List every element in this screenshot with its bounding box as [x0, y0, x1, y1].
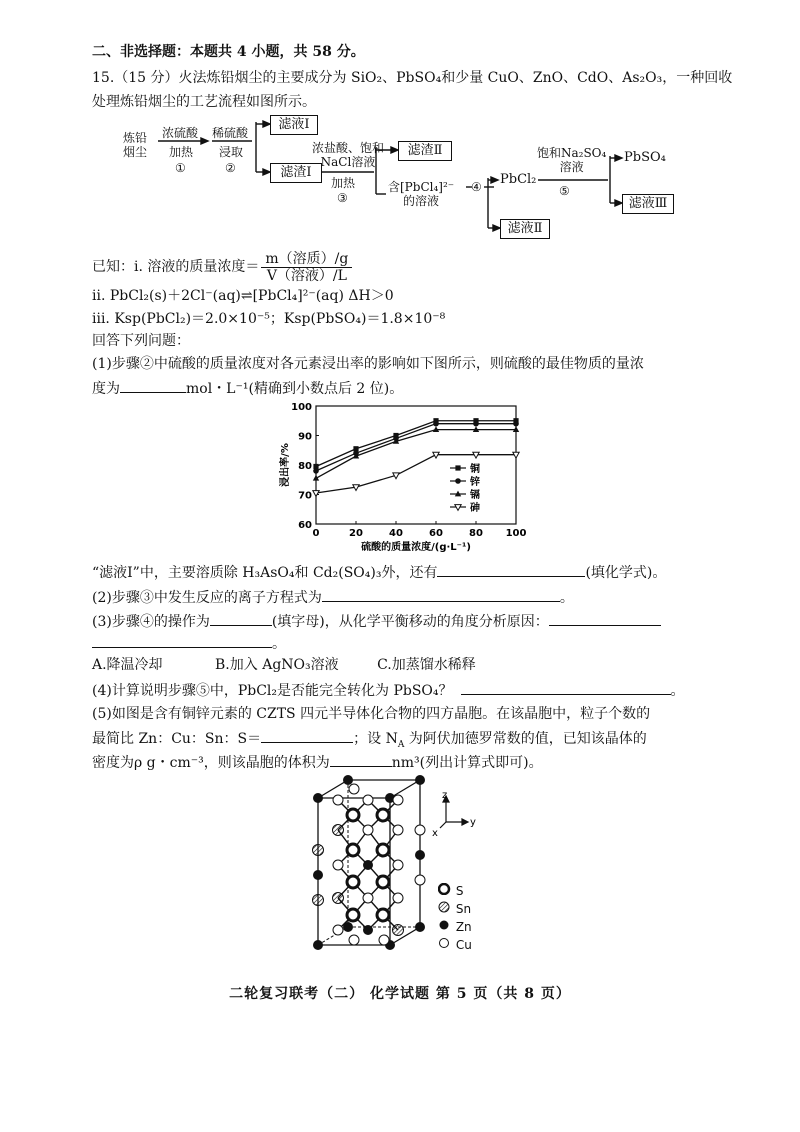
series-line-3: [316, 430, 516, 479]
q1-line2: 度为 mol・L⁻¹(精确到小数点后 2 位)。: [92, 378, 403, 399]
flow-step1-condition: 加热: [169, 145, 194, 159]
answer-blank[interactable]: [322, 587, 560, 602]
flow-solution-label: 含[PbCl₄]²⁻ 的溶液: [388, 180, 455, 208]
q15-intro-line2: 处理炼铅烟尘的工艺流程如图所示。: [92, 94, 316, 110]
x-tick-label: 0: [312, 528, 320, 539]
y-axis-label: 浸出率/%: [280, 443, 291, 487]
atom-cu: [349, 935, 359, 945]
filtrate-3-box: 滤液Ⅲ: [622, 194, 674, 214]
known-label: 已知：ⅰ. 溶液的质量浓度＝: [92, 259, 260, 275]
flow-step5-number: ⑤: [559, 184, 570, 198]
atom-s: [377, 809, 389, 821]
answer-blank[interactable]: [120, 378, 186, 393]
flow-product-label: PbSO₄: [624, 150, 666, 165]
atom-s: [377, 876, 389, 888]
option-b: B.加入 AgNO₃溶液: [215, 657, 339, 673]
atom-s: [347, 809, 359, 821]
series-line-1: [316, 421, 516, 467]
legend-marker-1: [455, 465, 460, 470]
flow-step2-reagent: 稀硫酸: [212, 126, 249, 140]
answer-intro: 回答下列问题：: [92, 333, 190, 349]
axis-y-label: y: [470, 817, 476, 828]
legend-label-2: 锌: [470, 477, 480, 488]
series-2-point: [313, 468, 319, 474]
y-tick-label: 100: [291, 402, 312, 413]
series-2-point: [513, 421, 519, 427]
atom-zn: [363, 925, 373, 935]
atom-zn: [313, 940, 323, 950]
flow-step5-reagent: 饱和Na₂SO₄ 溶液: [537, 146, 607, 174]
atom-s: [377, 909, 389, 921]
residue-2-box: 滤渣Ⅱ: [398, 141, 452, 161]
q4-line: (4)计算说明步骤⑤中，PbCl₂是否能完全转化为 PbSO₄？ 。: [92, 680, 685, 701]
atom-cu: [363, 893, 373, 903]
q2-line: (2)步骤③中发生反应的离子方程式为 。: [92, 587, 574, 608]
x-tick-label: 100: [505, 528, 527, 539]
atom-cu: [393, 860, 403, 870]
q5-line2: 最简比 Zn：Cu：Sn：S＝ ；设 $N_A$ 为阿伏加德罗常数的值，已知该晶体的: [92, 728, 647, 755]
x-axis-label: 硫酸的质量浓度/(g·L⁻¹): [361, 542, 471, 553]
legend-sn: Sn: [438, 900, 472, 918]
flow-step2-number: ②: [225, 161, 236, 175]
flow-step1-reagent: 浓硫酸: [162, 126, 199, 140]
atom-zn: [415, 922, 425, 932]
flow-arrows: [0, 0, 800, 250]
q3-options: [92, 655, 476, 675]
mass-concentration-fraction: [261, 251, 352, 284]
q3-line2: 。: [92, 633, 286, 654]
flow-step3-reagent: 浓盐酸、饱和 NaCl溶液: [312, 141, 385, 169]
series-2-point: [473, 421, 479, 427]
crystal-legend: [438, 882, 472, 954]
legend-cu: Cu: [438, 936, 472, 954]
atom-cu: [333, 795, 343, 805]
answer-blank[interactable]: [330, 752, 392, 767]
q5-line1: (5)如图是含有铜锌元素的 CZTS 四元半导体化合物的四方晶胞。在该晶胞中，粒子个数的: [92, 706, 651, 722]
legend-label-3: 镉: [470, 490, 480, 501]
atom-cu: [333, 860, 343, 870]
atom-cu: [393, 893, 403, 903]
filtrate-2-box: 滤液Ⅱ: [500, 219, 550, 239]
atom-cu: [349, 784, 359, 794]
y-tick-label: 90: [298, 431, 312, 443]
answer-blank[interactable]: [261, 728, 353, 743]
atom-s: [347, 909, 359, 921]
atom-cu: [363, 795, 373, 805]
atom-sn: [313, 845, 324, 856]
known-condition-3: ⅲ. Ksp(PbCl₂)＝2.0×10⁻⁵；Ksp(PbSO₄)＝1.8×10⁻⁸: [92, 311, 446, 327]
q5-line3: 密度为ρ g・cm⁻³，则该晶胞的体积为 nm³(列出计算式即可)。: [92, 752, 543, 773]
section-heading: 二、非选择题：本题共 4 小题，共 58 分。: [92, 44, 365, 60]
q1-line1: (1)步骤②中硫酸的质量浓度对各元素浸出率的影响如下图所示，则硫酸的最佳物质的量浓: [92, 356, 644, 372]
legend-s: S: [438, 882, 472, 900]
series-4-point: [313, 491, 319, 497]
flow-raw-material: 炼铅 烟尘: [123, 131, 148, 159]
atom-cu: [393, 825, 403, 835]
atom-s: [377, 844, 389, 856]
filtrate-1-box: 滤液Ⅰ: [270, 115, 318, 135]
atom-zn: [415, 775, 425, 785]
q3-line: (3)步骤④的操作为 (填字母)，从化学平衡移动的角度分析原因：: [92, 611, 661, 632]
page-footer: 二轮复习联考（二） 化学试题 第 5 页（共 8 页）: [229, 986, 571, 1002]
flow-step3-number: ③: [337, 191, 348, 205]
atom-sn: [313, 895, 324, 906]
atom-sn: [393, 925, 404, 936]
q15-intro-line1: 15.（15 分）火法炼铅烟尘的主要成分为 SiO₂、PbSO₄和少量 CuO、ZnO、CdO、As₂O₃，一种回收: [92, 70, 733, 86]
flow-step3-condition: 加热: [331, 176, 356, 190]
atom-zn: [313, 793, 323, 803]
series-line-4: [316, 455, 516, 493]
option-a: A.降温冷却: [92, 657, 163, 673]
known-condition-1: [92, 250, 354, 286]
fraction-numerator: m（溶质）/g: [261, 251, 352, 268]
axis-x-label: x: [432, 828, 438, 839]
atom-s: [347, 876, 359, 888]
atom-cu: [415, 825, 425, 835]
q1-line3: “滤液Ⅰ”中，主要溶质除 H₃AsO₄和 Cd₂(SO₄)₃外，还有 (填化学式)。: [92, 562, 666, 583]
legend-label-1: 铜: [470, 464, 480, 475]
fraction-denominator: V（溶液）/L: [266, 267, 347, 284]
flow-step2-condition: 浸取: [219, 145, 244, 159]
atom-zn: [363, 860, 373, 870]
answer-blank[interactable]: [92, 633, 272, 648]
y-tick-label: 80: [298, 461, 312, 472]
atom-zn: [343, 775, 353, 785]
x-tick-label: 20: [349, 528, 363, 539]
legend-marker-2: [455, 478, 461, 484]
atom-zn: [313, 870, 323, 880]
y-tick-label: 60: [298, 520, 312, 531]
x-tick-label: 40: [389, 528, 403, 539]
atom-cu: [415, 875, 425, 885]
axes-indicator: [428, 790, 488, 840]
axis-z-label: z: [442, 790, 448, 801]
flow-pbcl2-label: PbCl₂: [500, 172, 537, 187]
atom-zn: [343, 922, 353, 932]
answer-blank[interactable]: [437, 562, 585, 577]
atom-cu: [363, 825, 373, 835]
atom-zn: [415, 850, 425, 860]
atom-cu: [393, 795, 403, 805]
answer-blank[interactable]: [549, 611, 661, 626]
leaching-rate-chart: [270, 396, 530, 556]
residue-1-box: 滤渣Ⅰ: [270, 163, 322, 183]
atom-sn: [333, 825, 344, 836]
legend-zn: Zn: [438, 918, 472, 936]
atom-sn: [333, 893, 344, 904]
answer-blank[interactable]: [210, 611, 272, 626]
flow-step1-number: ①: [175, 161, 186, 175]
series-2-point: [433, 421, 439, 427]
x-tick-label: 80: [469, 528, 483, 539]
x-tick-label: 60: [429, 528, 443, 539]
answer-blank[interactable]: [461, 680, 671, 695]
atom-cu: [333, 925, 343, 935]
series-line-2: [316, 424, 516, 471]
legend-label-4: 砷: [470, 503, 480, 514]
flow-step4-number: ④: [471, 180, 482, 194]
atom-cu: [379, 935, 389, 945]
option-c: C.加蒸馏水稀释: [377, 657, 476, 673]
y-tick-label: 70: [298, 490, 312, 502]
atom-s: [347, 844, 359, 856]
known-condition-2: ⅱ. PbCl₂(s)＋2Cl⁻(aq)⇌[PbCl₄]²⁻(aq) ΔH＞0: [92, 288, 394, 304]
cell-top-edge: [390, 780, 420, 798]
